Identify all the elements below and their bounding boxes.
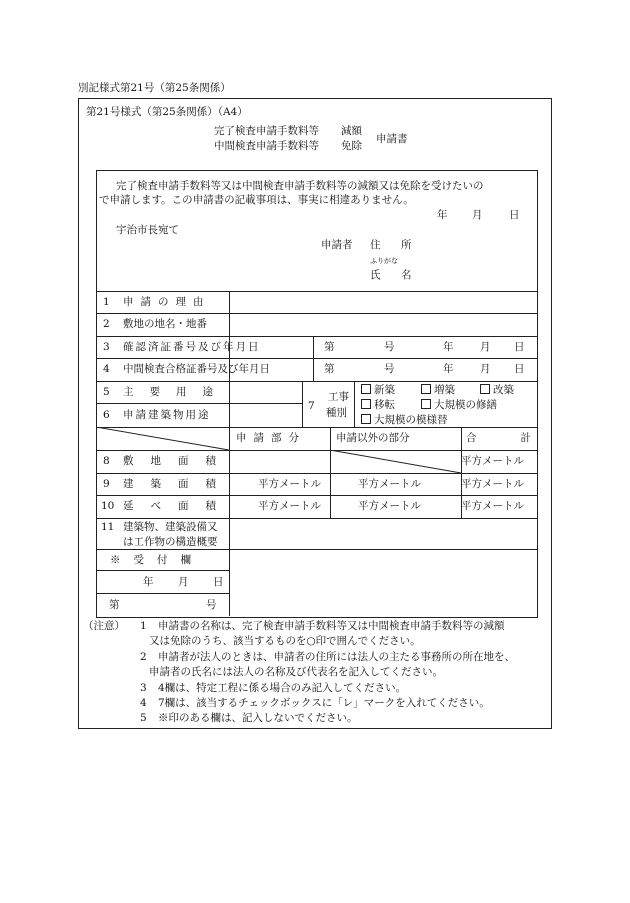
new-label: 新築 [374,384,395,396]
date-day: 日 [509,209,520,221]
receipt-title: ※受付欄 [110,554,204,566]
note4-no: 4 [140,697,147,709]
address-label-2: 所 [401,239,412,251]
row5-no: 5 [103,386,110,398]
name-label-1: 氏 [370,269,381,281]
major-remodel-checkbox[interactable] [361,414,371,424]
row9-applied-unit: 平方メートル [258,478,321,490]
row11-no: 11 [101,521,115,533]
row4-num-suffix: 号 [384,363,395,375]
option-new[interactable] [361,384,395,396]
note3-line1: 4欄は、特定工程に係る場合のみ記入してください。 [158,682,407,694]
note3-no: 3 [140,682,147,694]
row8-no: 8 [103,455,110,467]
row3-num-prefix: 第 [324,341,335,353]
address-label-1: 住 [370,239,381,251]
date-year: 年 [437,209,448,221]
name-label-2: 名 [401,269,412,281]
relocation-checkbox[interactable] [361,399,371,409]
notes-heading: （注意） [83,620,125,632]
row6-no: 6 [103,409,110,421]
row10-other-unit: 平方メートル [358,500,421,512]
receipt-year: 年 [143,576,154,588]
site-other-diagonal [330,450,462,474]
title-line-2: 中間検査申請手数料等 [214,140,319,152]
addressee: 宇治市長宛て [116,224,179,236]
row7-label-1: 工事 [328,391,349,403]
note4-line1: 7欄は、該当するチェックボックスに「レ」マークを入れてください。 [158,697,490,709]
option-relocation[interactable] [361,399,395,411]
row2-no: 2 [103,318,110,330]
row10-applied-unit: 平方メートル [258,500,321,512]
row4-label: 中間検査合格証番号及び年月日 [123,363,270,375]
row10-label: 延べ面積 [123,500,233,512]
row4-month: 月 [480,363,491,375]
extension-label: 増築 [434,384,455,396]
row6-label: 申請建築物用途 [123,409,211,421]
row9-label: 建築面積 [123,478,233,490]
note5-no: 5 [140,712,147,724]
row1-label: 申請の理由 [123,296,211,308]
receipt-no-suffix: 号 [206,599,217,611]
note2-line1: 申請者が法人のときは、申請者の住所には法人の主たる事務所の所在地を、 [158,651,515,663]
row9-total-unit: 平方メートル [461,478,524,490]
rebuild-checkbox[interactable] [480,384,490,394]
receipt-day: 日 [213,576,224,588]
row11-label-1: 建築物、建築設備又 [123,521,218,533]
row3-num-suffix: 号 [384,341,395,353]
receipt-month: 月 [178,576,189,588]
col-other-header: 申請以外の部分 [336,432,410,444]
option-major-repair[interactable] [421,399,497,411]
note2-line2: 申請者の氏名には法人の名称及び代表名を記入してください。 [149,666,443,678]
furigana-label: ふりがな [370,257,398,265]
intro-line-2: で申請します。この申請書の記載事項は、事実に相違ありません。 [99,194,414,206]
col-applied-header: 申請部分 [236,432,306,444]
row3-day: 日 [514,341,525,353]
receipt-no-prefix: 第 [109,599,120,611]
intro-line-1: 完了検査申請手数料等又は中間検査申請手数料等の減額又は免除を受けたいの [116,180,484,192]
title-reduction: 減額 [341,125,362,137]
option-rebuild[interactable] [480,384,514,396]
row2-label: 敷地の地名・地番 [123,318,207,330]
row10-no: 10 [101,500,115,512]
major-remodel-label: 大規模の模様替 [374,414,448,426]
row9-other-unit: 平方メートル [358,478,421,490]
major-repair-label: 大規模の修繕 [434,399,497,411]
major-repair-checkbox[interactable] [421,399,431,409]
row9-no: 9 [103,478,110,490]
relocation-label: 移転 [374,399,395,411]
note1-line2: 又は免除のうち、該当するものを○印で囲んでください。 [149,635,421,647]
row4-year: 年 [443,363,454,375]
header-diagonal [96,427,230,451]
row10-total-unit: 平方メートル [461,500,524,512]
row7-label-2: 種別 [326,407,347,419]
row3-year: 年 [443,341,454,353]
title-suffix: 申請書 [376,133,408,145]
row5-label: 主要用途 [123,386,229,398]
note2-no: 2 [140,651,147,663]
note5-line1: ※印のある欄は、記入しないでください。 [158,712,358,724]
note1-no: 1 [140,620,147,632]
applicant-label: 申請者 [321,239,353,251]
option-extension[interactable] [421,384,455,396]
new-checkbox[interactable] [361,384,371,394]
title-exemption: 免除 [341,140,362,152]
row3-label: 確認済証番号及び年月日 [123,341,261,353]
row7-no: 7 [308,400,315,412]
row3-month: 月 [480,341,491,353]
row8-total-unit: 平方メートル [461,455,524,467]
row1-no: 1 [103,296,110,308]
row4-day: 日 [514,363,525,375]
row4-no: 4 [103,363,110,375]
title-line-1: 完了検査申請手数料等 [214,125,319,137]
col-total-header: 合計 [466,432,575,444]
form-number: 第21号様式（第25条関係）（A4） [86,106,248,118]
row4-num-prefix: 第 [324,363,335,375]
row11-label-2: は工作物の構造概要 [123,536,218,548]
row3-no: 3 [103,341,110,353]
note1-line1: 申請書の名称は、完了検査申請手数料等又は中間検査申請手数料等の減額 [158,620,505,632]
option-major-remodel[interactable] [361,414,448,426]
row8-label: 敷地面積 [123,455,233,467]
date-month: 月 [472,209,483,221]
form-caption: 別記様式第21号（第25条関係） [78,82,231,94]
rebuild-label: 改築 [493,384,514,396]
extension-checkbox[interactable] [421,384,431,394]
